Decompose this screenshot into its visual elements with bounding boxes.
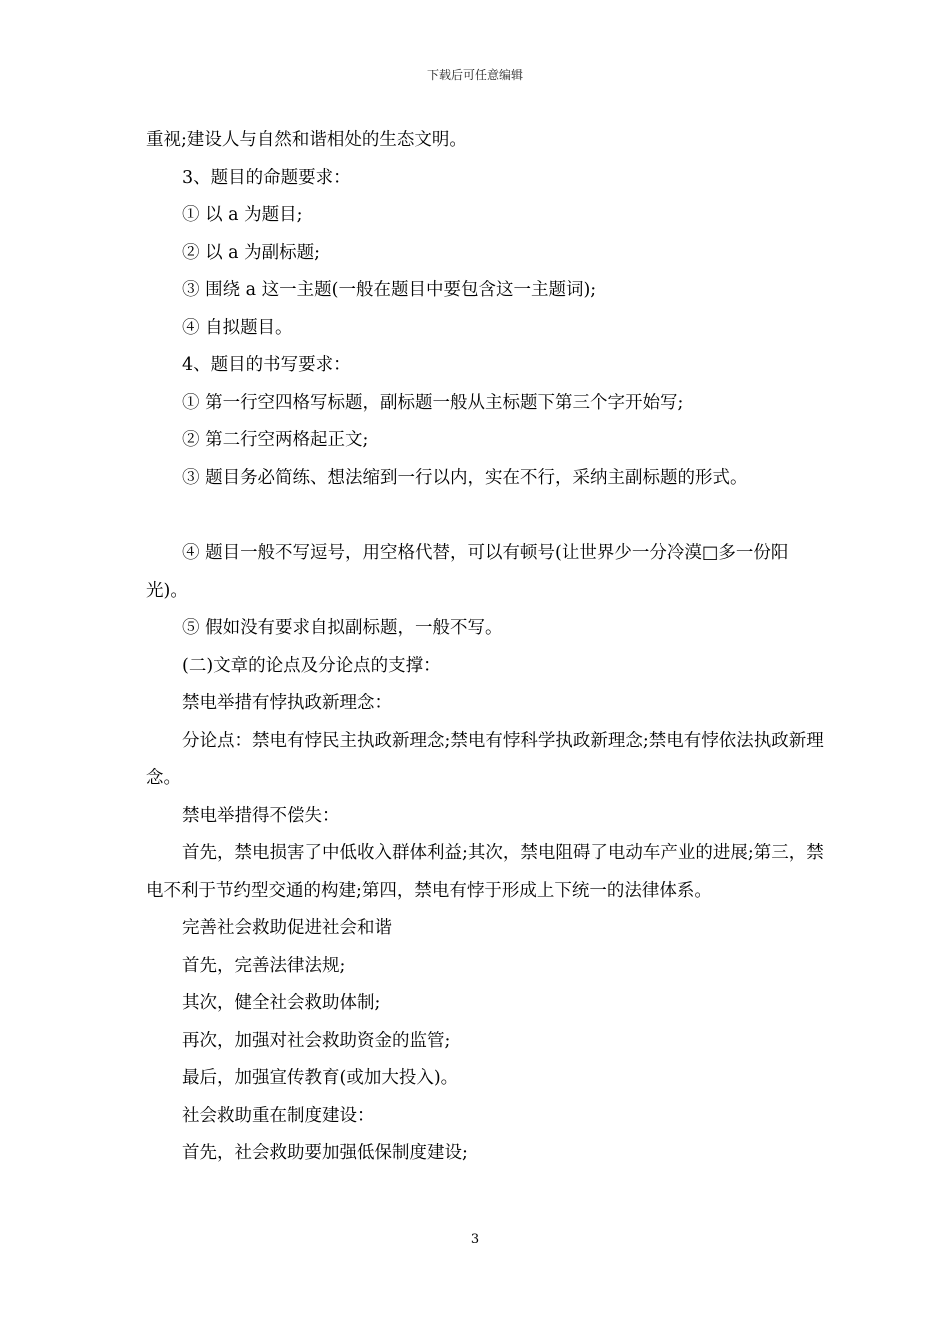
paragraph: 重视;建设人与自然和谐相处的生态文明。 — [146, 130, 467, 150]
list-item: ② 以 a 为副标题; — [182, 242, 321, 263]
paragraph: 首先，禁电损害了中低收入群体利益;其次，禁电阻碍了电动车产业的进展;第三，禁电不利于节约型交通的构建;第四，禁电有悖于形成上下统一的法律体系。 — [146, 843, 824, 901]
list-item: ① 第一行空四格写标题，副标题一般从主标题下第三个字开始写; — [182, 392, 684, 413]
paragraph: 分论点：禁电有悖民主执政新理念;禁电有悖科学执政新理念;禁电有悖依法执政新理念。 — [146, 730, 824, 788]
section-heading: (二)文章的论点及分论点的支撑： — [182, 655, 441, 676]
paragraph: 首先，社会救助要加强低保制度建设; — [182, 1143, 468, 1163]
paragraph: 首先，完善法律法规; — [182, 955, 346, 976]
page-header: 下载后可任意编辑 — [426, 68, 523, 82]
paragraph: 禁电举措得不偿失： — [182, 805, 340, 826]
list-item: ⑤ 假如没有要求自拟副标题，一般不写。 — [182, 618, 503, 638]
list-item: ② 第二行空两格起正文; — [182, 430, 369, 450]
list-item: ③ 题目务必简练、想法缩到一行以内，实在不行，采纳主副标题的形式。 — [182, 467, 748, 488]
paragraph: 完善社会救助促进社会和谐 — [182, 918, 392, 938]
blank-line — [146, 497, 826, 535]
list-item: ① 以 a 为题目; — [182, 205, 303, 225]
list-item: ④ 自拟题目。 — [182, 317, 293, 338]
list-heading: 3、题目的命题要求： — [182, 167, 351, 188]
list-heading: 4、题目的书写要求： — [182, 355, 351, 375]
paragraph: 社会救助重在制度建设： — [182, 1105, 375, 1126]
page-number: 3 — [470, 1232, 480, 1247]
paragraph: 其次，健全社会救助体制; — [182, 993, 381, 1013]
list-item: ④ 题目一般不写逗号，用空格代替，可以有顿号(让世界少一分冷漠□多一份阳光)。 — [146, 543, 789, 601]
list-item: ③ 围绕 a 这一主题(一般在题目中要包含这一主题词); — [182, 280, 597, 300]
paragraph: 禁电举措有悖执政新理念： — [182, 693, 392, 713]
paragraph: 最后，加强宣传教育(或加大投入)。 — [182, 1068, 459, 1088]
document-body — [146, 122, 826, 1173]
paragraph: 再次，加强对社会救助资金的监管; — [182, 1030, 451, 1051]
